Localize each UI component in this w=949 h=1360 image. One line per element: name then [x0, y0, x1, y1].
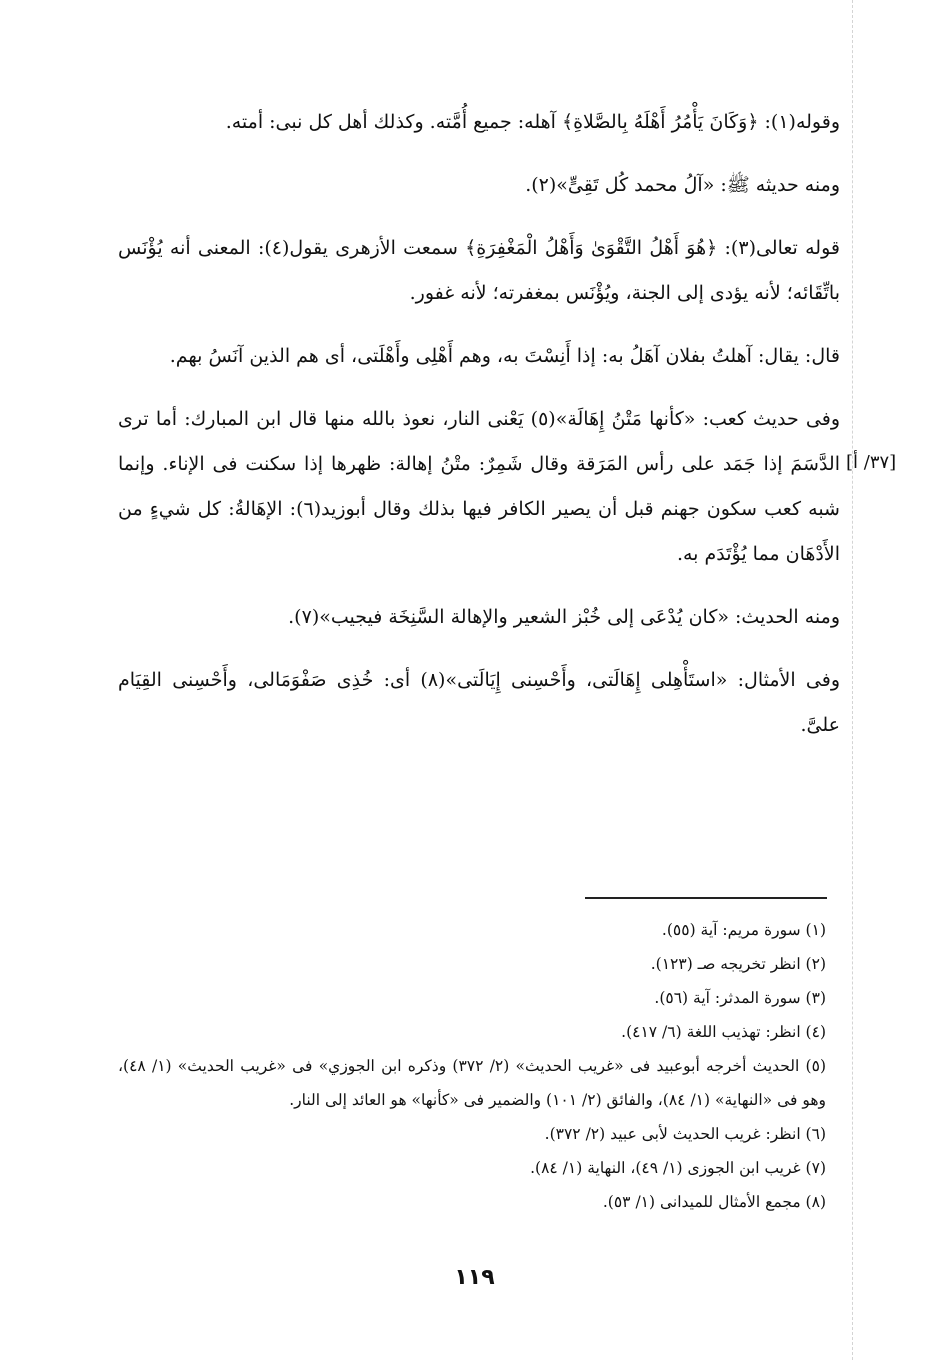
paragraph: وفى حديث كعب: «كأنها مَتْنُ إِهَالَة»(٥) يَعْنى النار، نعوذ بالله منها قال ابن المبارك: أما ترى الدَّسَمَ إذا جَمَد على رأس المَرَقة وقال شَمِرٌ: متْنُ إهالة: ظهرها إذا سكنت فى الإناء. وإنما شبه كعب سكون جهنم قبل أن يصير الكافر فيها بذلك وقال أبوزيد(٦): الإهَالةُ: كل شيءٍ من الأَدْهَان مما يُؤْتَدَم به.: [118, 408, 840, 565]
footnote: (٦) انظر: غريب الحديث لأبى عبيد (٢/ ٣٧٢).: [544, 1125, 826, 1143]
footnotes: [118, 913, 826, 1219]
paragraph: قال: يقال: آهلتُ بفلان آهَلُ به: إذا أَنِسْتَ به، وهم أَهْلِى وأَهْلَتى، أى هم الذين آنَسُ بهم.: [169, 345, 840, 367]
footnote: (٣) سورة المدثر: آية (٥٦).: [654, 989, 826, 1007]
footnote: (١) سورة مريم: آية (٥٥).: [661, 921, 826, 939]
footnote-separator: [585, 897, 827, 899]
footnote: (٢) انظر تخريجه صـ (١٢٣).: [650, 955, 826, 973]
paragraph: ومنه الحديث: «كان يُدْعَى إلى خُبْز الشعير والإهالة السَّنِخَة فيجيب»(٧).: [288, 606, 840, 628]
main-text: [118, 100, 840, 766]
paragraph: قوله تعالى(٣): ﴿هُوَ أَهْلُ التَّقْوَىٰ وَأَهْلُ الْمَغْفِرَةِ﴾ سمعت الأزهرى يقول(٤): المعنى أنه يُؤْنَس باتِّقَائه؛ لأنه يؤدى إلى الجنة، ويُؤْنَس بمغفرته؛ لأنه غفور.: [118, 237, 840, 304]
margin-folio-reference: [٣٧/ أ]: [846, 452, 897, 473]
paragraph: وفى الأمثال: «استَأْهِلى إِهَالَتى، وأَحْسِنى إِيَالَتى»(٨) أى: خُذِى صَفْوَمَالى، وأَحْسِنى القِيَام علىَّ.: [118, 669, 840, 736]
footnote: (٧) غريب ابن الجوزى (١/ ٤٩)، النهاية (١/ ٨٤).: [530, 1159, 826, 1177]
paragraph: ومنه حديثه ﷺ: «آلُ محمد كُل تَقِىٍّ»(٢).: [525, 174, 840, 196]
page-number: ١١٩: [454, 1265, 495, 1290]
footnote: (٤) انظر: تهذيب اللغة (٦/ ٤١٧).: [621, 1023, 826, 1041]
paragraph: وقوله(١): ﴿وَكَانَ يَأْمُرُ أَهْلَهُ بِالصَّلاةِ﴾ آهله: جميع أُمَّته. وكذلك أهل كل نبى: أمته.: [225, 111, 840, 133]
footnote: (٥) الحديث أخرجه أبوعبيد فى «غريب الحديث» (٢/ ٣٧٢) وذكره ابن الجوزي» فى «غريب الحديث» (١/ ٤٨)، وهو فى «النهاية» (١/ ٨٤)، والفائق (٢/ ١٠١) والضمير فى «كأنها» هو العائد إلى النار.: [118, 1057, 826, 1109]
footnote: (٨) مجمع الأمثال للميدانى (١/ ٥٣).: [602, 1193, 826, 1211]
page-edge-line: [852, 0, 853, 1360]
